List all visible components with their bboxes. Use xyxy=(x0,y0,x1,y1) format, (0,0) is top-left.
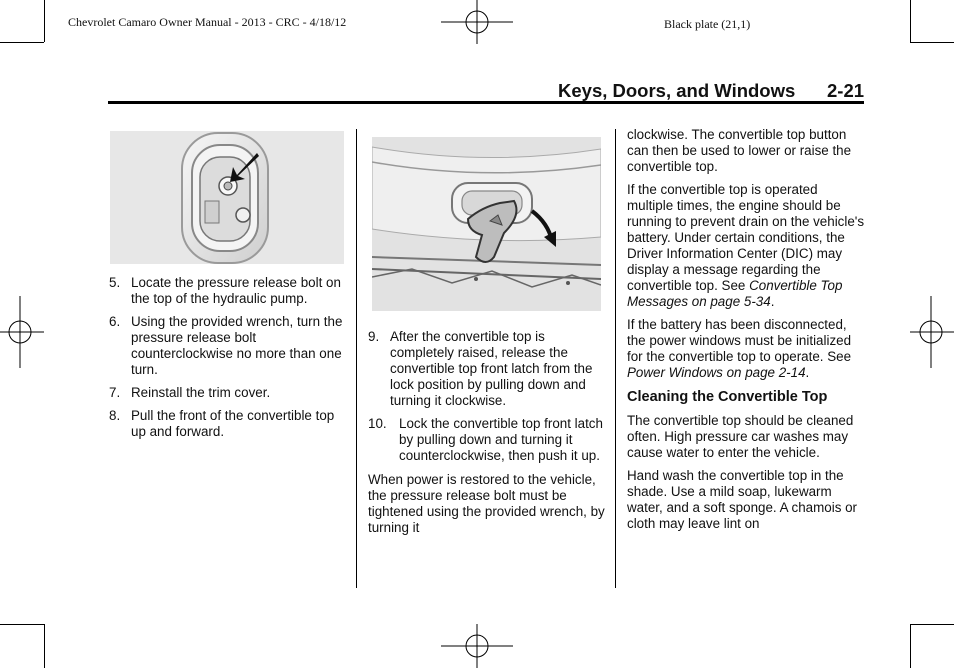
crop-mark xyxy=(910,0,911,42)
punctuation: . xyxy=(805,365,810,380)
step-text: Lock the convertible top front latch by pulling down and turning it counterclockwise, then push it up. xyxy=(399,416,603,463)
column-divider xyxy=(615,129,616,588)
column-divider xyxy=(356,129,357,588)
list-item xyxy=(368,416,606,464)
step-text: After the convertible top is completely raised, release the convertible top front latch from the lock position by pulling down and turning it clockwise. xyxy=(390,329,593,408)
step-number: 6. xyxy=(109,314,121,329)
list-item xyxy=(109,385,351,401)
paragraph-text: If the convertible top is operated multiple times, the engine should be running to prevent drain on the vehicle's battery. Under certain conditions, the Driver Information Center (DIC) may display a message regarding the convertible top. See xyxy=(627,182,865,293)
step-number: 10. xyxy=(368,416,387,431)
registration-mark-right xyxy=(910,296,954,368)
crop-mark xyxy=(910,624,954,625)
cross-reference-link[interactable]: Convertible Top Messages on page 5-34 xyxy=(627,278,843,309)
list-item xyxy=(109,408,351,440)
registration-mark-top xyxy=(441,0,513,44)
crop-mark xyxy=(44,624,45,668)
column-1 xyxy=(109,275,351,447)
crop-mark xyxy=(910,624,911,668)
list-item xyxy=(109,314,351,378)
list-item xyxy=(368,329,606,409)
cross-reference-link[interactable]: Power Windows on page 2-14 xyxy=(627,365,806,380)
step-number: 8. xyxy=(109,408,121,423)
crop-mark xyxy=(0,624,44,625)
paragraph: The convertible top should be cleaned often. High pressure car washes may cause water to enter the vehicle. xyxy=(627,413,854,460)
crop-mark xyxy=(910,42,954,43)
page-number: 2-21 xyxy=(827,80,865,101)
step-text: Pull the front of the convertible top up and forward. xyxy=(131,408,335,439)
crop-mark xyxy=(0,42,44,43)
step-number: 5. xyxy=(109,275,121,290)
column-3 xyxy=(627,127,865,539)
paragraph: When power is restored to the vehicle, the pressure release bolt must be tightened using the provided wrench, by turning it xyxy=(368,472,605,535)
step-number: 7. xyxy=(109,385,121,400)
step-number: 9. xyxy=(368,329,380,344)
subheading: Cleaning the Convertible Top xyxy=(627,389,828,405)
header-rule xyxy=(108,101,864,104)
section-title: Keys, Doors, and Windows xyxy=(558,80,796,101)
paragraph xyxy=(627,317,865,381)
registration-mark-left xyxy=(0,296,44,368)
registration-mark-bottom xyxy=(441,624,513,668)
paragraph xyxy=(627,182,865,310)
punctuation: . xyxy=(770,294,775,309)
step-text: Using the provided wrench, turn the pressure release bolt counterclockwise no more than one turn. xyxy=(131,314,343,377)
paragraph-text: If the battery has been disconnected, the power windows must be initialized for the convertible top to operate. See xyxy=(627,317,852,364)
step-text: Locate the pressure release bolt on the top of the hydraulic pump. xyxy=(131,275,341,306)
column-2 xyxy=(368,329,606,543)
convertible-top-latch-illustration xyxy=(372,137,601,311)
paragraph: clockwise. The convertible top button can then be used to lower or raise the convertible top. xyxy=(627,127,852,174)
step-text: Reinstall the trim cover. xyxy=(131,385,271,400)
pressure-release-bolt-illustration xyxy=(110,131,344,264)
plate-info-left: Chevrolet Camaro Owner Manual - 2013 - CRC - 4/18/12 xyxy=(68,15,347,29)
plate-info-right: Black plate (21,1) xyxy=(664,17,751,31)
crop-mark xyxy=(44,0,45,42)
paragraph: Hand wash the convertible top in the shade. Use a mild soap, lukewarm water, and a soft sponge. A chamois or cloth may leave lint on xyxy=(627,468,858,531)
list-item xyxy=(109,275,351,307)
